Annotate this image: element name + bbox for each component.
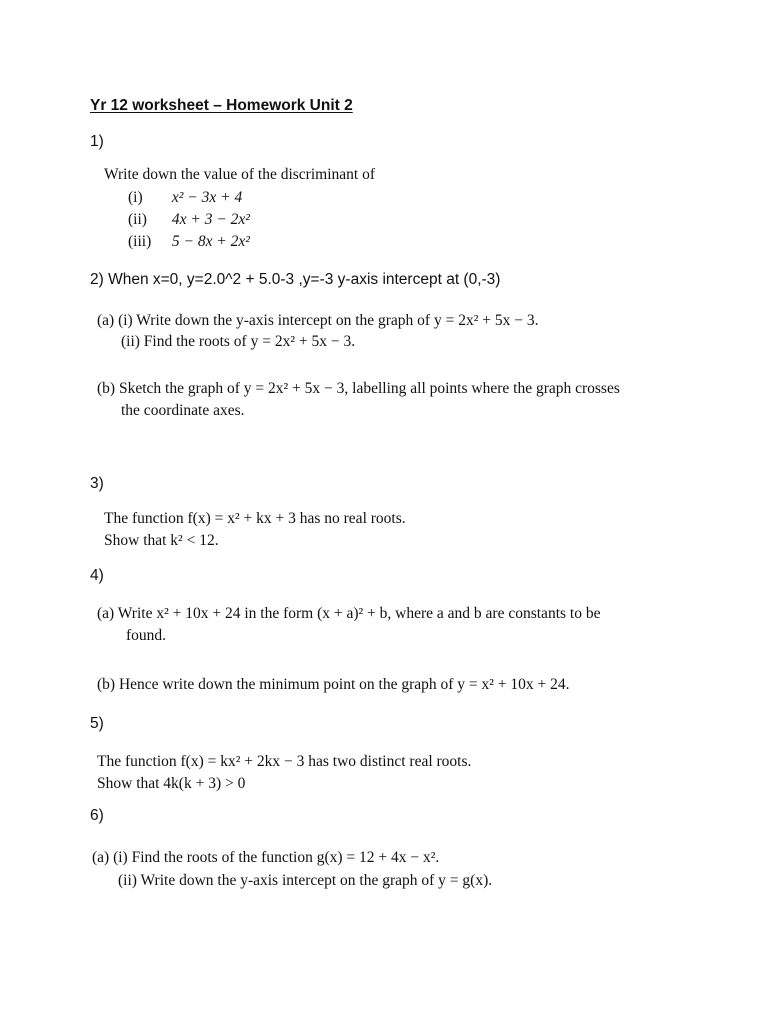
question-2-part-b-line-1: (b) Sketch the graph of y = 2x² + 5x − 3, labelling all points where the graph crosses bbox=[97, 380, 620, 397]
item-expression: 4x + 3 − 2x² bbox=[171, 211, 250, 228]
question-1-label: 1) bbox=[90, 133, 104, 150]
item-number: (i) bbox=[128, 189, 143, 206]
question-2-label: 2) When x=0, y=2.0^2 + 5.0-3 ,y=-3 y-axis intercept at (0,-3) bbox=[90, 271, 501, 288]
item-number: (ii) bbox=[128, 211, 147, 228]
question-6-label: 6) bbox=[90, 807, 104, 824]
question-6-part-a-i: (a) (i) Find the roots of the function g(x) = 12 + 4x − x². bbox=[92, 849, 440, 866]
question-4-label: 4) bbox=[90, 567, 104, 584]
question-3-line-2: Show that k² < 12. bbox=[104, 532, 219, 549]
item-expression: x² − 3x + 4 bbox=[171, 189, 243, 206]
question-5-line-2: Show that 4k(k + 3) > 0 bbox=[97, 775, 246, 792]
question-3-label: 3) bbox=[90, 475, 104, 492]
question-4-part-b: (b) Hence write down the minimum point on the graph of y = x² + 10x + 24. bbox=[97, 676, 570, 693]
question-1-intro: Write down the value of the discriminant of bbox=[104, 166, 375, 183]
question-2-part-a-i: (a) (i) Write down the y-axis intercept on the graph of y = 2x² + 5x − 3. bbox=[97, 312, 539, 329]
item-expression: 5 − 8x + 2x² bbox=[171, 233, 250, 250]
item-number: (iii) bbox=[128, 233, 152, 250]
question-1-item-ii bbox=[128, 210, 250, 230]
question-1-item-i bbox=[128, 188, 242, 208]
question-4-part-a-line-2: found. bbox=[126, 627, 167, 644]
question-5-line-1: The function f(x) = kx² + 2kx − 3 has two distinct real roots. bbox=[97, 753, 472, 770]
page-title: Yr 12 worksheet – Homework Unit 2 bbox=[90, 97, 353, 114]
question-1-item-iii bbox=[128, 232, 250, 252]
question-3-line-1: The function f(x) = x² + kx + 3 has no real roots. bbox=[104, 510, 406, 527]
question-5-label: 5) bbox=[90, 715, 104, 732]
question-2-part-b-line-2: the coordinate axes. bbox=[121, 402, 245, 419]
question-6-part-a-ii: (ii) Write down the y-axis intercept on the graph of y = g(x). bbox=[118, 872, 493, 889]
question-2-part-a-ii: (ii) Find the roots of y = 2x² + 5x − 3. bbox=[121, 333, 356, 350]
question-4-part-a-line-1: (a) Write x² + 10x + 24 in the form (x + a)² + b, where a and b are constants to be bbox=[97, 605, 601, 622]
